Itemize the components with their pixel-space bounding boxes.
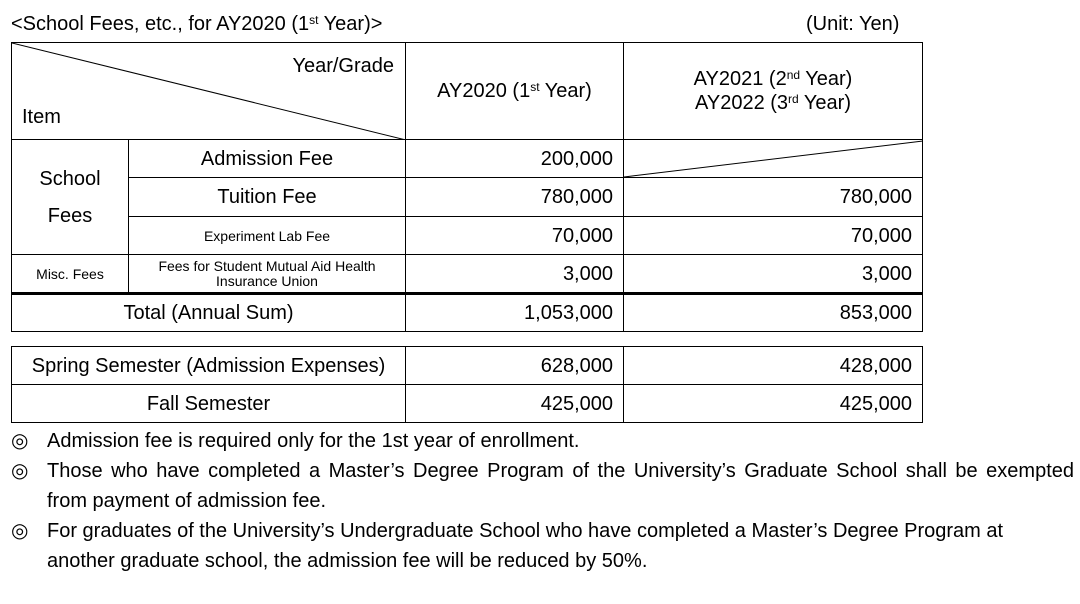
lab-fee-ay2020: 70,000 — [406, 217, 624, 255]
table-row — [12, 140, 923, 178]
note-text: For graduates of the University’s Undergraduate School who have completed a Master’s Degree Program at another graduate school, the admission fee will be reduced by 50%. — [47, 520, 1004, 572]
lab-fee-ay2021: 70,000 — [624, 217, 923, 255]
table-row — [12, 217, 923, 255]
mutual-aid-fee-ay2020: 3,000 — [406, 255, 624, 294]
misc-fees-group-label: Misc. Fees — [12, 255, 129, 294]
year-grade-label: Year/Grade — [292, 55, 394, 77]
spring-semester-ay2021: 428,000 — [624, 347, 923, 385]
ay2021-2022-header: AY2021 (2nd Year) AY2022 (3rd Year) — [624, 43, 923, 140]
note-text: Those who have completed a Master’s Degree Program of the University’s Graduate School shall be exempted from payment of admission fee. — [47, 460, 1074, 512]
tuition-fee-ay2020: 780,000 — [406, 178, 624, 217]
table-row — [12, 178, 923, 217]
total-label: Total (Annual Sum) — [12, 294, 406, 332]
mutual-aid-fee-ay2021: 3,000 — [624, 255, 923, 294]
double-circle-bullet-icon: ◎ — [11, 430, 29, 452]
list-item — [11, 516, 1074, 576]
admission-fee-ay2020: 200,000 — [406, 140, 624, 178]
notes-list — [11, 426, 1074, 576]
unit-label: (Unit: Yen) — [806, 13, 900, 35]
list-item — [11, 426, 1074, 456]
admission-fee-label: Admission Fee — [129, 140, 406, 178]
semester-table — [11, 346, 923, 423]
table-row — [12, 385, 923, 423]
school-fees-group-label: School Fees — [12, 140, 129, 255]
not-applicable-diagonal-line — [624, 140, 923, 178]
table-row — [12, 255, 923, 294]
corner-header-cell — [12, 43, 406, 140]
note-text: Admission fee is required only for the 1st year of enrollment. — [47, 430, 580, 452]
ay2020-header: AY2020 (1st Year) — [406, 43, 624, 140]
table-row — [12, 347, 923, 385]
experiment-lab-fee-label: Experiment Lab Fee — [129, 217, 406, 255]
item-label: Item — [22, 106, 61, 128]
spring-semester-ay2020: 628,000 — [406, 347, 624, 385]
total-ay2020: 1,053,000 — [406, 294, 624, 332]
fall-semester-ay2021: 425,000 — [624, 385, 923, 423]
fall-semester-label: Fall Semester — [12, 385, 406, 423]
tuition-fee-ay2021: 780,000 — [624, 178, 923, 217]
fall-semester-ay2020: 425,000 — [406, 385, 624, 423]
header-row — [12, 43, 923, 140]
school-fees-table — [11, 42, 923, 332]
table-caption: <School Fees, etc., for AY2020 (1st Year)> — [11, 13, 383, 35]
list-item — [11, 456, 1074, 516]
double-circle-bullet-icon: ◎ — [11, 460, 29, 482]
admission-fee-not-applicable-cell — [624, 140, 923, 178]
spring-semester-label: Spring Semester (Admission Expenses) — [12, 347, 406, 385]
total-ay2021: 853,000 — [624, 294, 923, 332]
tuition-fee-label: Tuition Fee — [129, 178, 406, 217]
mutual-aid-fee-label: Fees for Student Mutual Aid Health Insurance Union — [129, 255, 406, 294]
total-row — [12, 294, 923, 332]
double-circle-bullet-icon: ◎ — [11, 520, 29, 542]
